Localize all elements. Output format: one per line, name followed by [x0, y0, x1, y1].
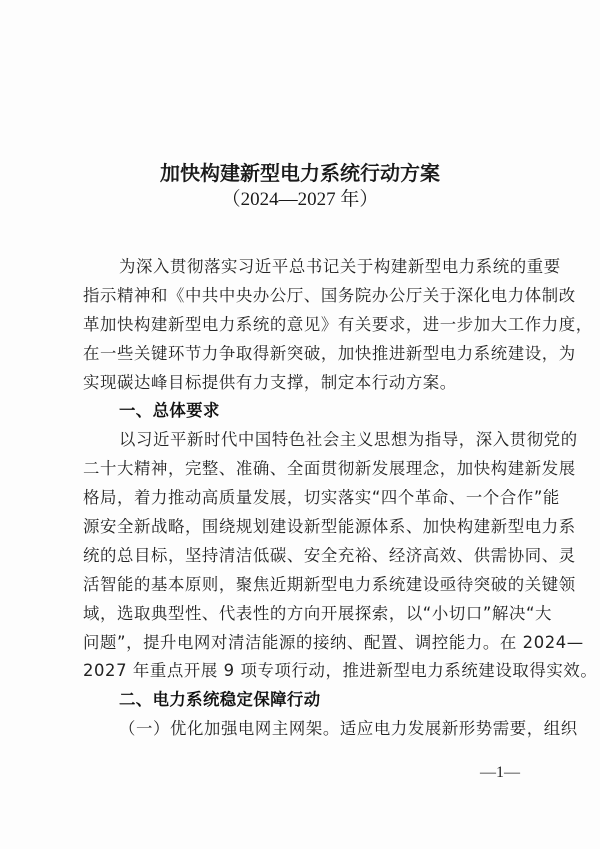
paragraph-line: 统的总目标，坚持清洁低碳、安全充裕、经济高效、供需协同、灵 — [83, 545, 576, 565]
paragraph-line: 二十大精神，完整、准确、全面贯彻新发展理念，加快构建新发展 — [83, 459, 576, 479]
paragraph-line: 源安全新战略，围绕规划建设新型能源体系、加快构建新型电力系 — [83, 517, 576, 537]
section-1-paragraph — [83, 426, 598, 686]
paragraph-line: 域，选取典型性、代表性的方向开展探索，以“小切口”解决“大 — [83, 603, 553, 623]
paragraph-line: 2027 年重点开展 9 项专项行动，推进新型电力系统建设取得实效。 — [83, 661, 598, 681]
section-2-paragraph — [83, 715, 578, 744]
section-heading-stability-action: 二、电力系统稳定保障行动 — [119, 690, 321, 710]
paragraph-line: 在一些关键环节力争取得新突破，加快推进新型电力系统建设，为 — [83, 343, 576, 363]
paragraph-line: 指示精神和《中共中央办公厅、国务院办公厅关于深化电力体制改 — [83, 285, 576, 305]
paragraph-line: 格局，着力推动高质量发展，切实落实“四个革命、一个合作”能 — [83, 488, 560, 508]
paragraph-line: 问题”，提升电网对清洁能源的接纳、配置、调控能力。在 2024— — [83, 632, 584, 652]
document-title: 加快构建新型电力系统行动方案 — [160, 161, 440, 185]
document-subtitle: （2024—2027 年） — [221, 189, 379, 210]
document-body — [83, 253, 598, 744]
paragraph-line: 活智能的基本原则，聚焦近期新型电力系统建设亟待突破的关键领 — [83, 574, 576, 594]
paragraph-line: 革加快构建新型电力系统的意见》有关要求，进一步加大工作力度， — [83, 314, 593, 334]
paragraph-line: 为深入贯彻落实习近平总书记关于构建新型电力系统的重要 — [119, 257, 561, 276]
paragraph-line: （一）优化加强电网主网架。适应电力发展新形势需要，组织 — [119, 719, 578, 739]
page-number: —1— — [480, 764, 520, 781]
intro-paragraph — [83, 253, 593, 397]
paragraph-line: 以习近平新时代中国特色社会主义思想为指导，深入贯彻党的 — [119, 430, 578, 450]
section-heading-general-requirements: 一、总体要求 — [119, 401, 220, 421]
paragraph-line: 实现碳达峰目标提供有力支撑，制定本行动方案。 — [83, 372, 457, 392]
